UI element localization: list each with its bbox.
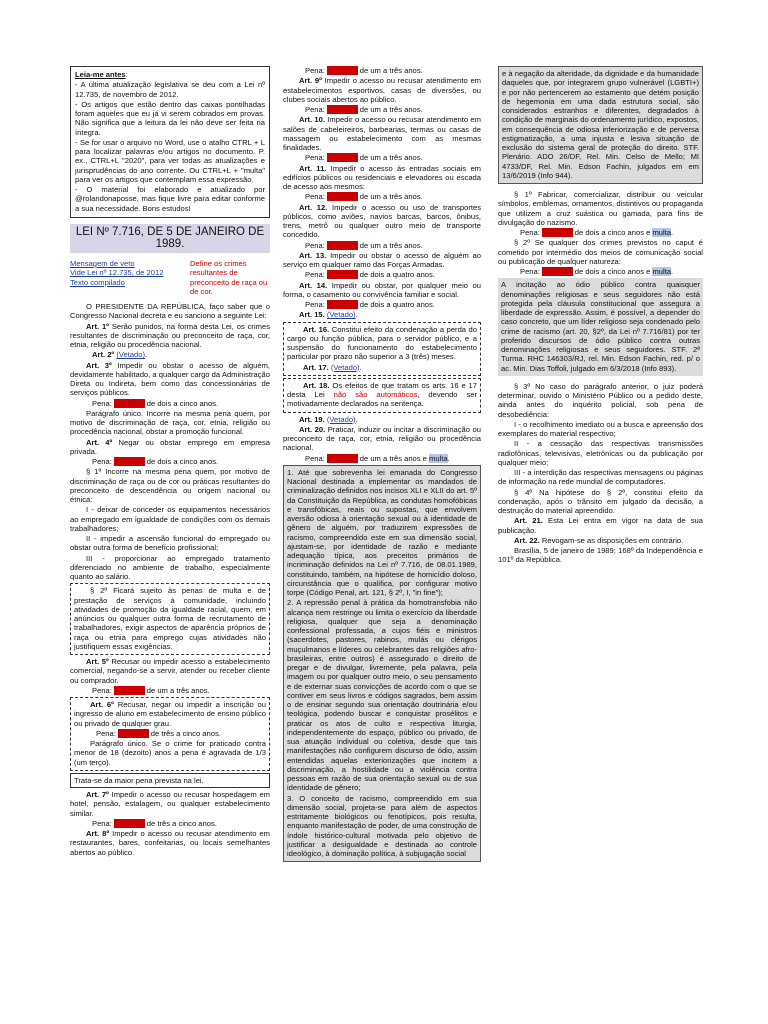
art-4-inciso-ii: II - impedir a ascensão funcional do empregado ou obstar outra forma de benefício profissional; bbox=[70, 534, 270, 553]
art-21: Art. 21. Esta Lei entra em vigor na data de sua publicação. bbox=[498, 516, 703, 535]
reclusao-mark: reclusão bbox=[542, 228, 572, 237]
art-3-paragrafo-unico: Parágrafo único. Incorre na mesma pena quem, por motivo de discriminação de raça, cor, etnia, religião ou procedência nacional, obstar a promoção funcional. bbox=[70, 408, 270, 437]
dashed-box bbox=[70, 697, 270, 771]
jurisprudence-item-2: 2. A repressão penal à prática da homotransfobia não alcança nem restringe ou limita o exercício da liberdade religiosa, qualquer que seja a denominação confessional professada, a cujos fiéis e ministros (sacerdotes, pastores, rabinos, mulás ou clérigos muçulmanos e líderes ou celebrantes das religiões afro-brasileiras, entre outros) é assegurado o direito de pregar e de divulgar, livremente, pela palavra, pela imagem ou por qualquer outro meio, o seu pensamento e de externar suas convicções de acordo com o que se contiver em seus livros e códigos sagrados, bem assim o de ensinar segundo sua orientação doutrinária e/ou teológica, podendo buscar e conquistar prosélitos e praticar os atos de culto e respectiva liturgia, independentemente do espaço, público ou privado, de sua atuação individual ou coletiva, desde que tais manifestações não configurem discurso de ódio, assim entendidas aquelas exteriorizações que incitem a discriminação, a hostilidade ou a violência contra pessoas em razão de sua orientação sexual ou de sua identidade de gênero; bbox=[287, 598, 477, 793]
reclusao-mark: reclusão bbox=[327, 453, 357, 463]
pena: Pena: reclusão de três a cinco anos. bbox=[96, 728, 221, 738]
pena-multa: Pena: reclusão de dois a cinco anos e multa. bbox=[520, 267, 674, 276]
reclusao-mark: reclusão bbox=[542, 267, 572, 276]
preamble: O PRESIDENTE DA REPÚBLICA, faço saber que o Congresso Nacional decreta e eu sanciono a seguinte Lei: bbox=[70, 302, 270, 321]
art-20-inciso-ii: II - a cessação das respectivas transmissões radiofônicas, televisivas, eletrônicas ou da publicação por qualquer meio; bbox=[498, 439, 703, 467]
art-20-inciso-i: I - o recolhimento imediato ou a busca e apreensão dos exemplares do material respectivo; bbox=[498, 419, 703, 438]
ementa: Define os crimes resultantes de preconceito de raça ou de cor. bbox=[190, 259, 268, 296]
art-20-paragrafo-1: § 1º Fabricar, comercializar, distribuir ou veicular símbolos, emblemas, ornamentos, distintivos ou propaganda que utilizem a cruz suástica ou gamada, para fins de divulgação do nazismo. bbox=[498, 190, 703, 227]
dashed-box bbox=[70, 583, 270, 655]
art-7: Art. 7º Impedir o acesso ou recusar hospedagem em hotel, pensão, estalagem, ou qualquer estabelecimento similar. bbox=[70, 790, 270, 818]
art-12: Art. 12. Impedir o acesso ou uso de transportes públicos, como aviões, navios barcas, barcos, ônibus, trens, metrô ou qualquer outro meio de transporte concedido. bbox=[283, 202, 481, 240]
jurisprudence-box bbox=[283, 465, 481, 863]
art-20-paragrafo-3: § 3º No caso do parágrafo anterior, o juiz poderá determinar, ouvido o Ministério Público ou a pedido deste, ainda antes do inquérito policial, sob pena de desobediência: bbox=[498, 381, 703, 419]
reclusao-mark: reclusão bbox=[327, 105, 357, 114]
closing-date: Brasília, 5 de janeiro de 1989; 168º da Independência e 101º da República. bbox=[498, 546, 703, 565]
jurisprudence-item-1: 1. Até que sobrevenha lei emanada do Congresso Nacional destinada a implementar os mandados de criminalização definidos nos incisos XLI e XLII do art. 5º da Constituição da República, as condutas homofóbicas e transfóbicas, reais ou supostas, que envolvem aversão odiosa à orientação sexual ou à identidade de gênero de alguém, por traduzirem expressões de racismo, compreendido este em sua dimensão social, ajustam-se, por identidade de razão e mediante adequação típica, aos preceitos primários de incriminação definidos na Lei nº 7.716, de 08.01.1989, constituindo, também, na hipótese de homicídio doloso, circunstância que o qualifica, por configurar motivo torpe (Código Penal, art. 121, § 2º, I, "in fine"); bbox=[287, 467, 477, 597]
art-13: Art. 13. Impedir ou obstar o acesso de alguém ao serviço em qualquer ramo das Forças Armadas. bbox=[283, 250, 481, 269]
link-mensagem-veto[interactable]: Mensagem de veto bbox=[70, 259, 135, 269]
art-4-inciso-i: I - deixar de conceder os equipamentos necessários ao empregado em igualdade de condições com os demais trabalhadores; bbox=[70, 505, 270, 533]
jurisprudence-item-3: 3. O conceito de racismo, compreendido em sua dimensão social, projeta-se para além de aspectos estritamente biológicos ou fenotípicos, pois resulta, enquanto manifestação de poder, de uma construção de índole histórico-cultural motivada pelo objetivo de justificar a desigualdade e destinada ao controle ideológico, à dominação política, à subjugação social bbox=[287, 793, 477, 858]
pena-multa: Pena: reclusão de um a três anos e multa. bbox=[305, 453, 450, 463]
pena: Pena: reclusão de um a três anos. bbox=[305, 153, 423, 163]
art-20-paragrafo-4: § 4º Na hipótese do § 2º, constitui efeito da condenação, após o trânsito em julgado da decisão, a destruição do material apreendido. bbox=[498, 487, 703, 515]
jurisprudence-religious: A incitação ao ódio público contra quaisquer denominações religiosas e seus seguidores não está protegida pela cláusula constitucional que assegura a liberdade de expressão. Assim, é possível, a depender do caso concreto, que um líder religioso seja condenado pelo crime de racismo (art. 20, §2º, da Lei nº 7.716/81) por ter proferido discursos de ódio público contra outras denominações religiosas e seus seguidores. STF. 2ª Turma. RHC 146303/RJ, rel. Min. Edson Fachin, red. p/ o ac. Min. Dias Toffoli, julgado em 6/3/2018 (Info 893). bbox=[501, 280, 700, 373]
pena-multa: Pena: reclusão de dois a cinco anos e multa. bbox=[520, 228, 674, 237]
pena: Pena: reclusão de dois a cinco anos. bbox=[92, 457, 219, 467]
art-16: Art. 16. Constitui efeito da condenação a perda do cargo ou função pública, para o servidor público, e a suspensão do funcionamento do estabelecimento particular por prazo não superior a 3 (três) meses. bbox=[287, 324, 478, 362]
pena: Pena: reclusão de um a três anos. bbox=[305, 66, 423, 75]
art-4: Art. 4º Negar ou obstar emprego em empresa privada. bbox=[70, 437, 270, 456]
art-1: Art. 1º Serão punidos, na forma desta Lei, os crimes resultantes de discriminação ou preconceito de raça, cor, etnia, religião ou procedência nacional. bbox=[70, 321, 270, 350]
art-17: Art. 17. (Vetado). bbox=[303, 362, 362, 372]
art-10: Art. 10. Impedir o acesso ou recusar atendimento em salões de cabeleireiros, barbearias, termas ou casas de massagem ou estabelecimento com as mesmas finalidades. bbox=[283, 115, 481, 152]
reclusao-mark: reclusão bbox=[114, 685, 144, 695]
art-4-paragrafo-1: § 1º Incorre na mesma pena quem, por motivo de discriminação de raça ou de cor ou práticas resultantes do preconceito de descendência ou origem nacional ou étnica: bbox=[70, 467, 270, 505]
pena: Pena: reclusão de um a três anos. bbox=[305, 192, 423, 202]
multa-highlight: multa bbox=[652, 228, 672, 237]
pena: Pena: reclusão de três a cinco anos. bbox=[92, 818, 217, 828]
reclusao-mark: reclusão bbox=[114, 457, 144, 467]
art-20-inciso-iii: III - a interdição das respectivas mensagens ou páginas de informação na rede mundial de computadores. bbox=[498, 468, 703, 487]
pena: Pena: reclusão de dois a cinco anos. bbox=[92, 398, 219, 408]
readme-line: - A última atualização legislativa se deu com a Lei nº 12.735, de novembro de 2012. bbox=[75, 80, 265, 99]
art-4-paragrafo-2: § 2º Ficará sujeito às penas de multa e de prestação de serviços à comunidade, incluindo atividades de promoção da igualdade racial, quem, em anúncios ou qualquer outra forma de recrutamento de trabalhadores, exigir aspectos de aparência próprios de raça ou etnia para emprego cujas atividades não justifiquem essas exigências. bbox=[74, 586, 266, 651]
art-4-inciso-iii: III - proporcionar ao empregado tratamento diferenciado no ambiente de trabalho, especialmente quanto ao salário. bbox=[70, 553, 270, 582]
maior-pena-note: Trata-se da maior pena prevista na lei. bbox=[74, 775, 204, 785]
note-box bbox=[70, 773, 270, 788]
art-6-paragrafo-unico: Parágrafo único. Se o crime for praticado contra menor de 18 (dezoito) anos a pena é agravada de 1/3 (um terço). bbox=[74, 739, 266, 767]
art-5: Art. 5º Recusar ou impedir acesso a estabelecimento comercial, negando-se a servir, atender ou receber cliente ou comprador. bbox=[70, 657, 270, 685]
readme-title: Leia-me antes: bbox=[75, 70, 128, 79]
column-3 bbox=[498, 66, 703, 966]
column-1 bbox=[70, 66, 270, 966]
dashed-box bbox=[283, 378, 481, 413]
art-20-paragrafo-2: § 2º Se qualquer dos crimes previstos no caput é cometido por intermédio dos meios de comunicação social ou publicação de qualquer natureza: bbox=[498, 238, 703, 266]
art-20: Art. 20. Praticar, induzir ou incitar a discriminação ou preconceito de raça, cor, etnia, religião ou procedência nacional. bbox=[283, 424, 481, 453]
art-3: Art. 3º Impedir ou obstar o acesso de alguém, devidamente habilitado, a qualquer cargo da Administração Direta ou Indireta, bem como das concessionárias de serviços públicos. bbox=[70, 360, 270, 398]
art-8: Art. 8º Impedir o acesso ou recusar atendimento em restaurantes, bares, confeitarias, ou locais semelhantes abertos ao público. bbox=[70, 829, 270, 857]
readme-box bbox=[70, 66, 270, 218]
jurisprudence-continued: e à negação da alteridade, da dignidade e da humanidade daqueles que, por integrarem grupo vulnerável (LGBTI+) e por não pertencerem ao estamento que detém posição de hegemonia em uma dada estrutura social, são considerados estranhos e diferentes, degradados à condição de marginais do ordenamento jurídico, expostos, em consequência de odiosa inferiorização e de perversa estigmatização, a uma injusta e lesiva situação de exclusão do sistema geral de proteção do direito. STF. Plenário. ADO 26/DF, Rel. Min. Celso de Mello; MI 4733/DF, Rel. Min. Edson Fachin, julgados em em 13/6/2019 (Info 944). bbox=[502, 69, 699, 180]
law-title: LEI Nº 7.716, DE 5 DE JANEIRO DE 1989. bbox=[70, 224, 270, 253]
law-header bbox=[70, 259, 270, 296]
art-2: Art. 2º (Vetado). bbox=[92, 350, 148, 360]
jurisprudence-box-2 bbox=[498, 278, 703, 376]
art-6: Art. 6º Recusar, negar ou impedir a inscrição ou ingresso de aluno em estabelecimento de ensino público ou privado de qualquer grau. bbox=[74, 700, 267, 728]
pena: Pena: reclusão de um a três anos. bbox=[92, 685, 210, 695]
art-9: Art. 9º Impedir o acesso ou recusar atendimento em estabelecimentos esportivos, casas de diversões, ou clubes sociais abertos ao público. bbox=[283, 76, 481, 104]
art-22: Art. 22. Revogam-se as disposições em contrário. bbox=[514, 535, 684, 545]
readme-line: - Se for usar o arquivo no Word, use o atalho CTRL + L para localizar palavras e/ou artigos no documento. P. ex., CTRL+L "2020", para ver todas as atualizações e jurisprudências do ano corrente. Ou CTRL+L + "multa" para ver os artigos que contemplam essa expressão. bbox=[75, 137, 265, 184]
pena: Pena: reclusão de dois a quatro anos. bbox=[305, 300, 435, 309]
multa-highlight: multa bbox=[652, 267, 672, 276]
multa-highlight: multa bbox=[429, 453, 448, 463]
pena: Pena: reclusão de dois a quatro anos. bbox=[305, 270, 435, 280]
art-18: Art. 18. Os efeitos de que tratam os arts. 16 e 17 desta Lei não são automáticos, devendo ser motivadamente declarados na sentença. bbox=[287, 380, 478, 409]
art-11: Art. 11. Impedir o acesso às entradas sociais em edifícios públicos ou residenciais e elevadores ou escada de acesso aos mesmos: bbox=[283, 163, 481, 191]
art-19: Art. 19. (Vetado). bbox=[299, 414, 358, 424]
jurisprudence-box-continued bbox=[498, 66, 703, 184]
link-texto-compilado[interactable]: Texto compilado bbox=[70, 277, 125, 287]
pena: Pena: reclusão de um a três anos. bbox=[305, 240, 423, 250]
reclusao-mark: reclusão bbox=[114, 818, 144, 828]
link-vide-lei[interactable]: Vide Lei nº 12.735, de 2012 bbox=[70, 268, 164, 278]
reclusao-mark: reclusão bbox=[327, 240, 357, 250]
art-15: Art. 15. (Vetado). bbox=[299, 310, 358, 320]
dashed-box bbox=[283, 322, 481, 376]
reclusao-mark: reclusão bbox=[114, 398, 144, 408]
reclusao-mark: reclusão bbox=[118, 728, 148, 738]
pena: Pena: reclusão de um a três anos. bbox=[305, 105, 423, 114]
reclusao-mark: reclusão bbox=[327, 66, 357, 75]
readme-line: - Os artigos que estão dentro das caixas pontilhadas foram aqueles que eu já vi serem cobrados em provas. Não significa que a leitura da lei não deve ser feita na íntegra. bbox=[75, 99, 265, 137]
reclusao-mark: reclusão bbox=[327, 192, 357, 202]
reclusao-mark: reclusão bbox=[327, 300, 357, 309]
readme-line: - O material foi elaborado e atualizado por @rolandonaposse, mas fique livre para editar conforme a sua necessidade. Bons estudos! bbox=[75, 185, 265, 213]
art-14: Art. 14. Impedir ou obstar, por qualquer meio ou forma, o casamento ou convivência familiar e social. bbox=[283, 280, 481, 299]
column-2 bbox=[283, 66, 481, 991]
reclusao-mark: reclusão bbox=[327, 153, 357, 163]
reclusao-mark: reclusão bbox=[327, 270, 357, 280]
